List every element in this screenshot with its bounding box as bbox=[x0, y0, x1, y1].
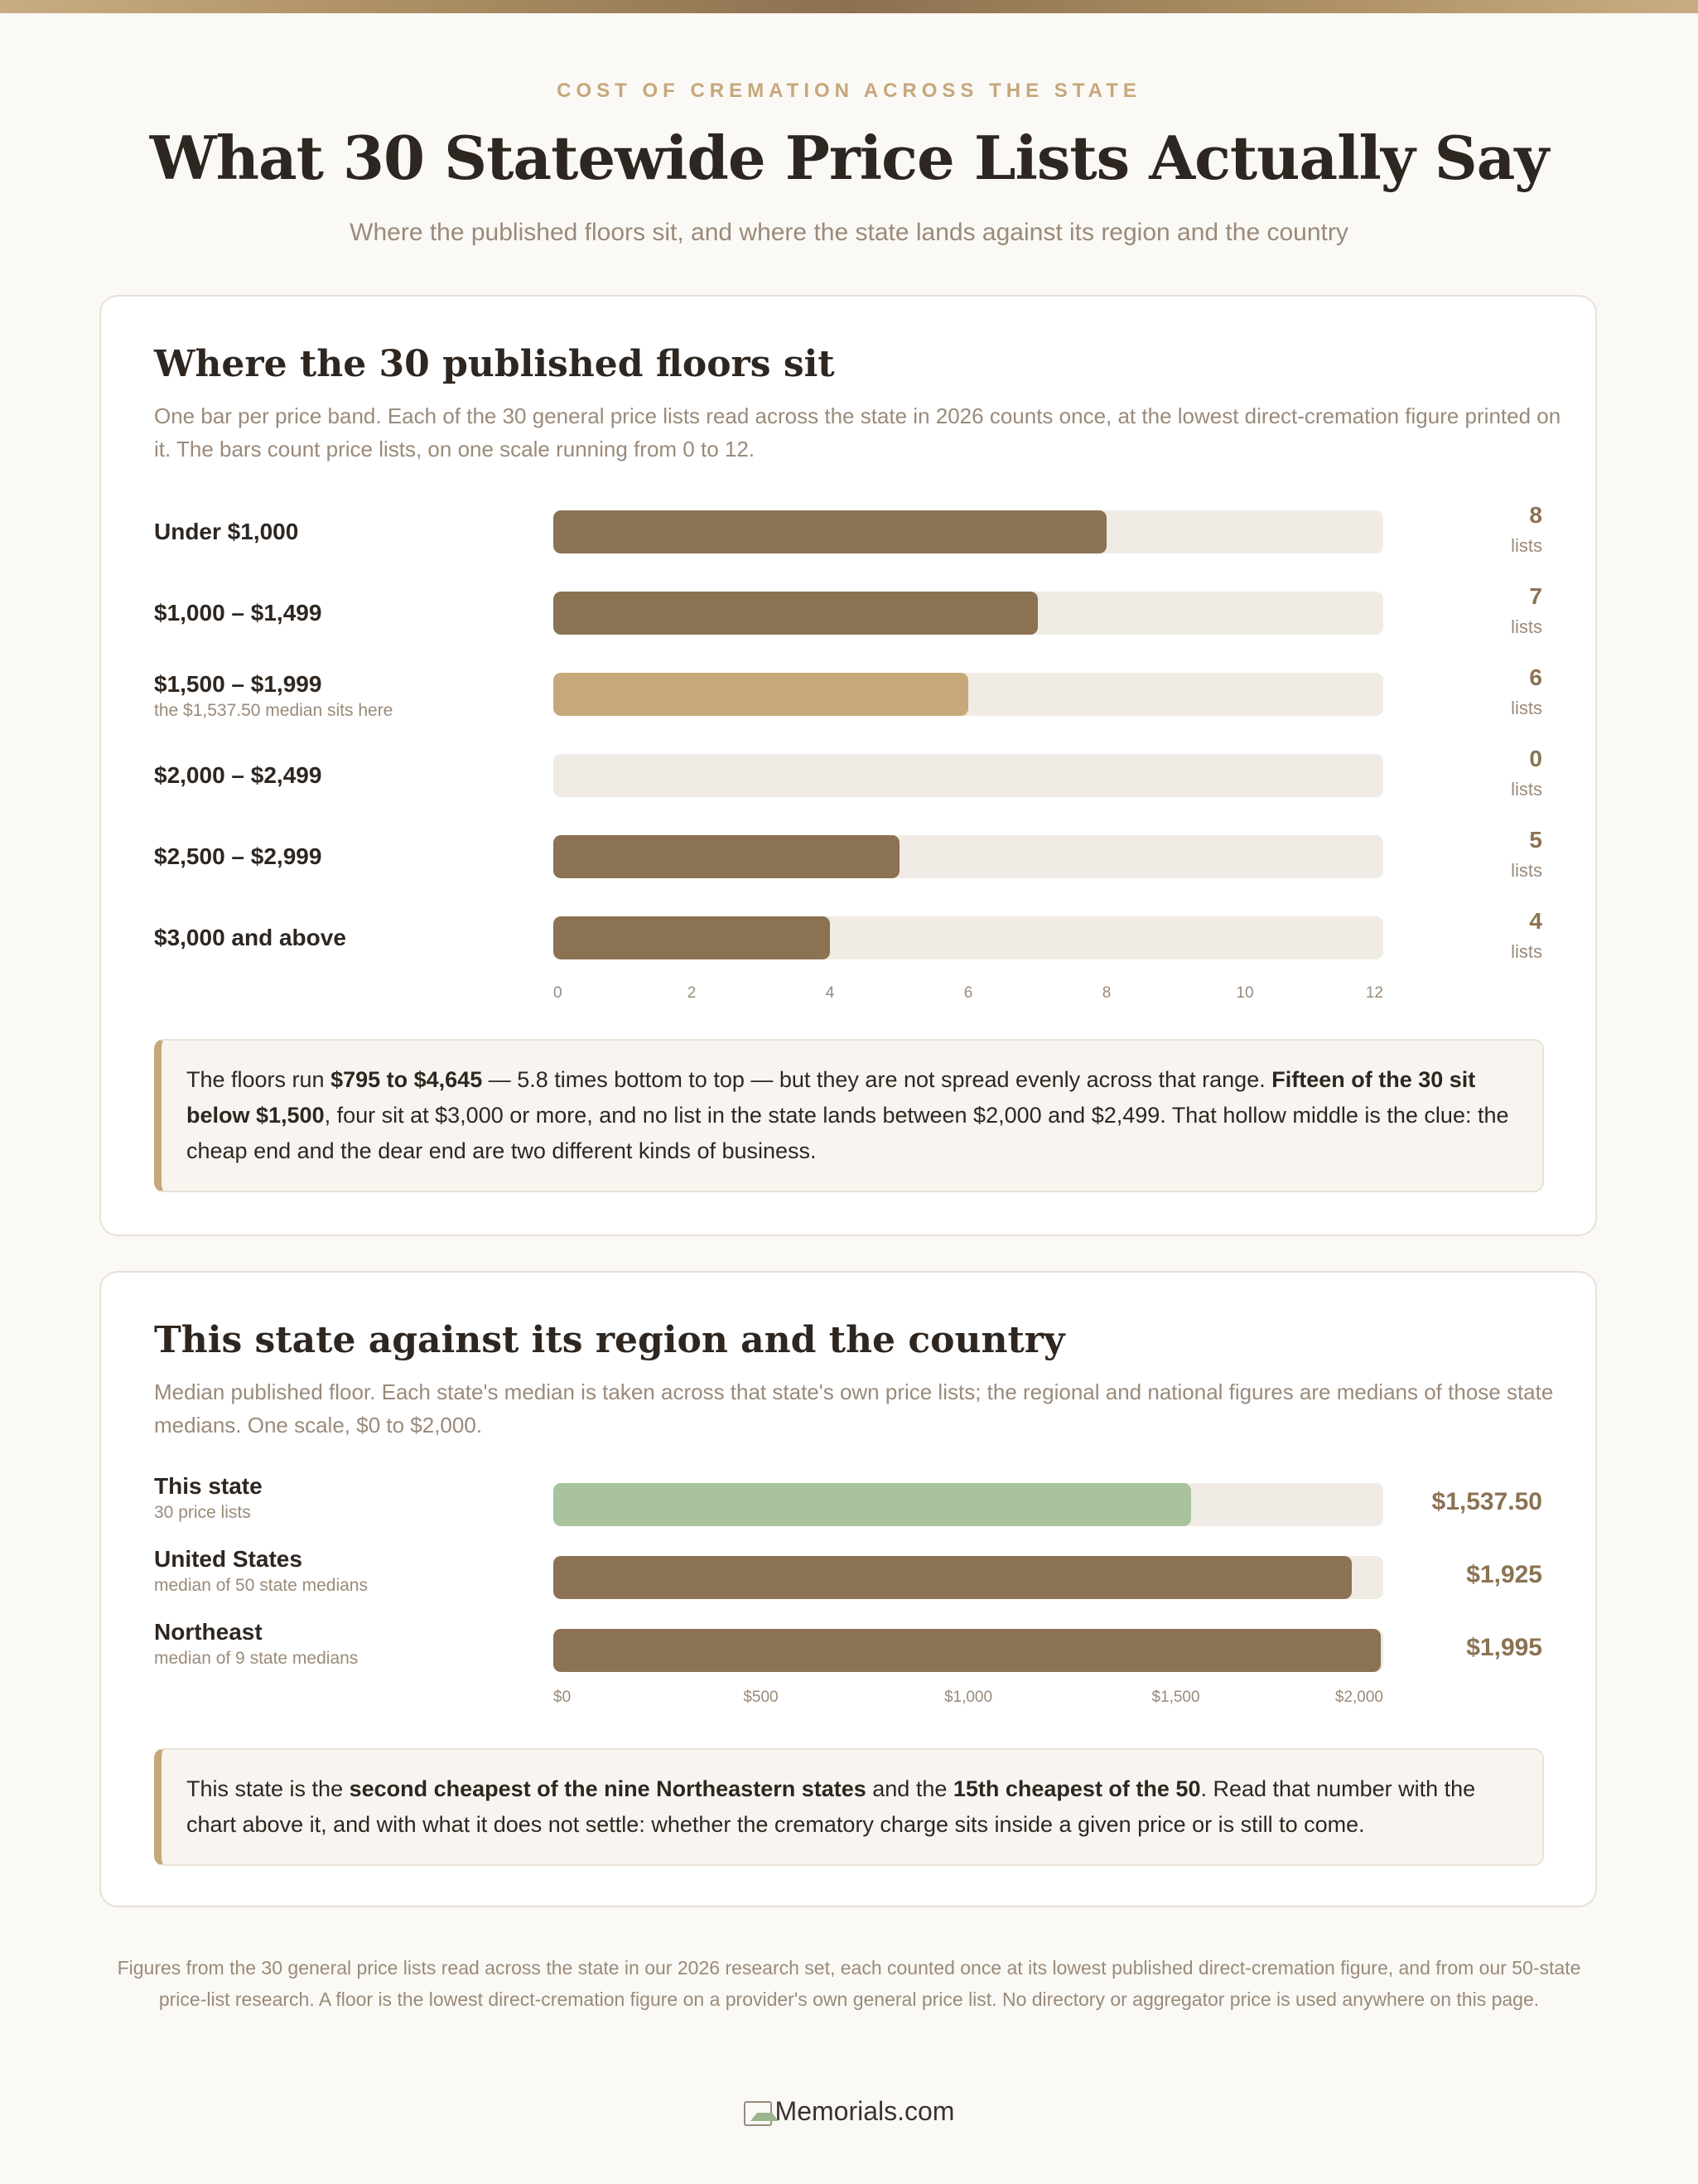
comparison-description: Median published floor. Each state's median is taken across that state's own price lists; the regional and national figures are medians of those state medians. One scale, $0 to $2,000. bbox=[154, 1379, 1554, 1437]
note-emphasis: Fifteen of the 30 sit below $1,500 bbox=[186, 1067, 1476, 1128]
distribution-description: One bar per price band. Each of the 30 general price lists read across the state in 2026 counts once, at the lowest direct-cremation figure printed on it. The bars count price lists, on one scale running from 0 to 12. bbox=[154, 403, 1561, 461]
axis-tick-label: 2 bbox=[687, 984, 697, 1002]
bar-track bbox=[553, 1556, 1383, 1599]
axis-tick-label: $1,500 bbox=[1151, 1689, 1200, 1706]
note-emphasis: 15th cheapest of the 50 bbox=[953, 1776, 1201, 1801]
axis-tick-label: 8 bbox=[1102, 984, 1112, 1002]
bar-value-label: 5 bbox=[1529, 827, 1542, 853]
bar-track bbox=[553, 673, 1383, 716]
band-label: $3,000 and above bbox=[154, 925, 346, 950]
band-label: $1,000 – $1,499 bbox=[154, 600, 322, 626]
bar-track bbox=[553, 592, 1383, 635]
bar-value-label: 8 bbox=[1529, 502, 1542, 528]
comparison-title: This state against its region and the country bbox=[154, 1319, 1065, 1361]
band-label: Under $1,000 bbox=[154, 519, 299, 544]
page-subtitle: Where the published floors sit, and where the state lands against its region and the country bbox=[350, 219, 1348, 246]
axis-tick-label: $0 bbox=[553, 1689, 572, 1706]
comparison-note bbox=[154, 1748, 1544, 1866]
bar-value-label: $1,537.50 bbox=[1431, 1488, 1542, 1515]
note-text: The floors run bbox=[186, 1067, 331, 1092]
axis-tick-label: 6 bbox=[963, 984, 973, 1002]
bar bbox=[553, 1483, 1191, 1526]
distribution-note bbox=[154, 1039, 1544, 1192]
bar-value-label: 6 bbox=[1529, 664, 1542, 690]
note-text: , four sit at $3,000 or more, and no list in the state lands between $2,000 and $2,499. That hollow middle is the clue: the cheap end and the dear end are two different kinds of business. bbox=[186, 1103, 1509, 1163]
axis-tick-label: $500 bbox=[743, 1689, 779, 1706]
note-emphasis: $795 to $4,645 bbox=[330, 1067, 483, 1092]
bar bbox=[553, 835, 900, 878]
note-text: This state is the bbox=[186, 1776, 350, 1801]
bar bbox=[553, 1556, 1352, 1599]
bar-track bbox=[553, 754, 1383, 797]
comparison-card bbox=[99, 1271, 1597, 1907]
axis-tick-label: 10 bbox=[1236, 984, 1254, 1002]
bar-value-label: 0 bbox=[1529, 746, 1542, 771]
axis-tick-label: 0 bbox=[553, 984, 562, 1002]
bar-track bbox=[553, 916, 1383, 959]
band-label: $1,500 – $1,999 bbox=[154, 671, 322, 697]
eyebrow: COST OF CREMATION ACROSS THE STATE bbox=[557, 80, 1141, 102]
bar bbox=[553, 916, 830, 959]
bar bbox=[553, 673, 968, 716]
bar-track bbox=[553, 1483, 1383, 1526]
memorials-logo[interactable] bbox=[0, 2096, 1698, 2127]
bar-track bbox=[553, 510, 1383, 553]
bar-value-label: $1,995 bbox=[1466, 1634, 1542, 1661]
logo-alt-text: Memorials.com bbox=[774, 2096, 955, 2126]
bar-unit-label: lists bbox=[1511, 860, 1542, 881]
comparison-label: This state bbox=[154, 1473, 263, 1499]
distribution-title: Where the 30 published floors sit bbox=[154, 343, 835, 385]
bar bbox=[553, 510, 1107, 553]
axis-tick-label: 4 bbox=[825, 984, 835, 1002]
bar-unit-label: lists bbox=[1511, 616, 1542, 637]
bar-track bbox=[553, 835, 1383, 878]
comparison-note: median of 50 state medians bbox=[154, 1576, 368, 1595]
bar-unit-label: lists bbox=[1511, 941, 1542, 962]
note-text: — 5.8 times bottom to top — but they are not spread evenly across that range. bbox=[482, 1067, 1272, 1092]
note-text: . Read that number with the chart above it, and with what it does not settle: whether the crematory charge sits inside a given price or is still to come. bbox=[186, 1776, 1476, 1837]
bar-value-label: $1,925 bbox=[1466, 1561, 1542, 1588]
note-emphasis: second cheapest of the nine Northeastern states bbox=[349, 1776, 866, 1801]
page-title: What 30 Statewide Price Lists Actually Say bbox=[149, 123, 1549, 193]
bar-track bbox=[553, 1629, 1383, 1672]
axis-tick-label: $1,000 bbox=[943, 1689, 993, 1706]
bar-unit-label: lists bbox=[1511, 779, 1542, 800]
top-decorative-band bbox=[0, 0, 1698, 13]
band-label: $2,000 – $2,499 bbox=[154, 762, 322, 788]
bar-value-label: 4 bbox=[1529, 908, 1542, 934]
comparison-label: Northeast bbox=[154, 1619, 263, 1645]
note-text: and the bbox=[866, 1776, 953, 1801]
bar-unit-label: lists bbox=[1511, 535, 1542, 556]
band-label: $2,500 – $2,999 bbox=[154, 843, 322, 869]
bar-value-label: 7 bbox=[1529, 583, 1542, 609]
comparison-note: median of 9 state medians bbox=[154, 1649, 359, 1668]
distribution-card bbox=[99, 295, 1597, 1236]
comparison-label: United States bbox=[154, 1546, 302, 1572]
axis-tick-label: $2,000 bbox=[1334, 1689, 1383, 1706]
broken-image-icon bbox=[744, 2101, 772, 2126]
band-note: the $1,537.50 median sits here bbox=[154, 701, 393, 720]
axis-tick-label: 12 bbox=[1365, 984, 1383, 1002]
footer-note: Figures from the 30 general price lists read across the state in our 2026 research set, each counted once at its lowest published direct-cremation figure, and from our 50-state price-list research. A floor is the lowest direct-cremation figure on a provider's own general price list. No directory or aggregator price is used anywhere on this page. bbox=[117, 1957, 1581, 2010]
bar bbox=[553, 592, 1038, 635]
bar bbox=[553, 1629, 1381, 1672]
bar-unit-label: lists bbox=[1511, 698, 1542, 718]
comparison-note: 30 price lists bbox=[154, 1503, 251, 1522]
